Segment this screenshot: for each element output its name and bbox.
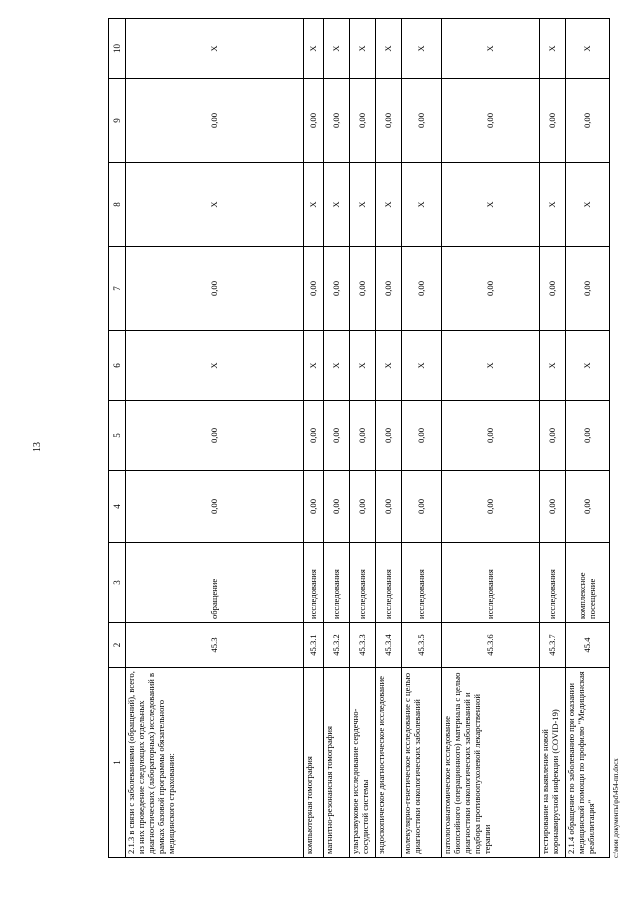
value-cell: X (540, 19, 566, 79)
row-unit-cell: исследования (350, 543, 376, 623)
row-unit-cell: исследования (376, 543, 402, 623)
value-cell: 0,00 (304, 401, 324, 471)
row-name-cell: 2.1.4 обращение по заболеванию при оказании медицинской помощи по профилю "Медицинская реабилитация" (566, 668, 610, 858)
data-table (108, 18, 610, 858)
row-code-cell: 45.3.1 (304, 623, 324, 668)
column-header: 4 (109, 471, 126, 543)
row-unit-cell: исследования (540, 543, 566, 623)
value-cell: 0,00 (126, 401, 304, 471)
table-row (304, 19, 324, 858)
value-cell: X (126, 331, 304, 401)
value-cell: X (376, 163, 402, 247)
row-name-cell: молекулярно-генетическое исследование с целью диагностики онкологических заболеваний (402, 668, 442, 858)
table-row (376, 19, 402, 858)
value-cell: 0,00 (376, 247, 402, 331)
value-cell: X (304, 331, 324, 401)
value-cell: X (540, 163, 566, 247)
row-name-cell: компьютерная томография (304, 668, 324, 858)
row-name-cell: ультразвуковое исследование сердечно-сосудистой системы (350, 668, 376, 858)
value-cell: 0,00 (126, 79, 304, 163)
value-cell: 0,00 (402, 471, 442, 543)
value-cell: 0,00 (442, 471, 540, 543)
value-cell: X (540, 331, 566, 401)
row-unit-cell: комплексное посещение (566, 543, 610, 623)
column-header: 1 (109, 668, 126, 858)
value-cell: 0,00 (324, 471, 350, 543)
table-row (566, 19, 610, 858)
column-header: 5 (109, 401, 126, 471)
table-row (540, 19, 566, 858)
column-header: 8 (109, 163, 126, 247)
row-code-cell: 45.3 (126, 623, 304, 668)
row-unit-cell: исследования (324, 543, 350, 623)
value-cell: 0,00 (442, 79, 540, 163)
column-header: 9 (109, 79, 126, 163)
value-cell: X (350, 163, 376, 247)
value-cell: 0,00 (540, 401, 566, 471)
value-cell: X (402, 19, 442, 79)
row-name-cell: эндоскопическое диагностическое исследование (376, 668, 402, 858)
value-cell: 0,00 (324, 247, 350, 331)
value-cell: 0,00 (126, 471, 304, 543)
value-cell: 0,00 (566, 401, 610, 471)
value-cell: X (442, 19, 540, 79)
value-cell: X (566, 19, 610, 79)
value-cell: 0,00 (376, 471, 402, 543)
row-name-cell: магнитно-резонансная томография (324, 668, 350, 858)
value-cell: 0,00 (402, 79, 442, 163)
value-cell: 0,00 (304, 79, 324, 163)
value-cell: 0,00 (350, 471, 376, 543)
value-cell: X (304, 19, 324, 79)
value-cell: X (402, 163, 442, 247)
row-unit-cell: исследования (402, 543, 442, 623)
row-code-cell: 45.3.6 (442, 623, 540, 668)
value-cell: 0,00 (324, 79, 350, 163)
row-code-cell: 45.3.3 (350, 623, 376, 668)
value-cell: X (402, 331, 442, 401)
value-cell: 0,00 (324, 401, 350, 471)
table-header-row (109, 19, 126, 858)
value-cell: 0,00 (376, 79, 402, 163)
row-unit-cell: обращение (126, 543, 304, 623)
row-code-cell: 45.3.2 (324, 623, 350, 668)
value-cell: 0,00 (126, 247, 304, 331)
value-cell: 0,00 (540, 79, 566, 163)
value-cell: X (324, 163, 350, 247)
value-cell: X (324, 19, 350, 79)
value-cell: X (304, 163, 324, 247)
value-cell: X (376, 331, 402, 401)
value-cell: X (442, 163, 540, 247)
row-code-cell: 45.3.5 (402, 623, 442, 668)
value-cell: 0,00 (566, 79, 610, 163)
value-cell: 0,00 (350, 247, 376, 331)
table-row (324, 19, 350, 858)
row-unit-cell: исследования (304, 543, 324, 623)
column-header: 7 (109, 247, 126, 331)
value-cell: 0,00 (442, 247, 540, 331)
value-cell: X (350, 19, 376, 79)
value-cell: X (126, 19, 304, 79)
value-cell: 0,00 (402, 247, 442, 331)
column-header: 10 (109, 19, 126, 79)
value-cell: X (566, 163, 610, 247)
value-cell: 0,00 (304, 247, 324, 331)
value-cell: X (324, 331, 350, 401)
value-cell: 0,00 (304, 471, 324, 543)
row-name-cell: патологоанатомическое исследование биопсийного (операционного) материала с целью диагностики онкологических заболеваний и подбора противоопухолевой лекарственной терапии (442, 668, 540, 858)
column-header: 6 (109, 331, 126, 401)
value-cell: 0,00 (566, 247, 610, 331)
table-row (442, 19, 540, 858)
table-row (350, 19, 376, 858)
rotated-table-container (108, 22, 597, 858)
value-cell: 0,00 (402, 401, 442, 471)
value-cell: X (126, 163, 304, 247)
value-cell: 0,00 (350, 401, 376, 471)
row-code-cell: 45.3.7 (540, 623, 566, 668)
value-cell: X (376, 19, 402, 79)
value-cell: 0,00 (376, 401, 402, 471)
value-cell: X (350, 331, 376, 401)
file-path-footer: c:\мои документы\pd\454-пп.docx (612, 758, 620, 858)
value-cell: 0,00 (566, 471, 610, 543)
column-header: 3 (109, 543, 126, 623)
value-cell: 0,00 (442, 401, 540, 471)
value-cell: X (566, 331, 610, 401)
row-unit-cell: исследования (442, 543, 540, 623)
value-cell: 0,00 (540, 247, 566, 331)
value-cell: 0,00 (350, 79, 376, 163)
row-code-cell: 45.4 (566, 623, 610, 668)
row-name-cell: тестирование на выявление новой коронавирусной инфекции (COVID-19) (540, 668, 566, 858)
row-code-cell: 45.3.4 (376, 623, 402, 668)
value-cell: X (442, 331, 540, 401)
row-name-cell: 2.1.3 в связи с заболеваниями (обращений), всего, из них проведение следующих отдельных диагностических (лабораторных) исследований в рамках базовой программы обязательного медицинского страхования: (126, 668, 304, 858)
value-cell: 0,00 (540, 471, 566, 543)
table-row (126, 19, 304, 858)
column-header: 2 (109, 623, 126, 668)
page-number: 13 (32, 442, 43, 452)
table-row (402, 19, 442, 858)
